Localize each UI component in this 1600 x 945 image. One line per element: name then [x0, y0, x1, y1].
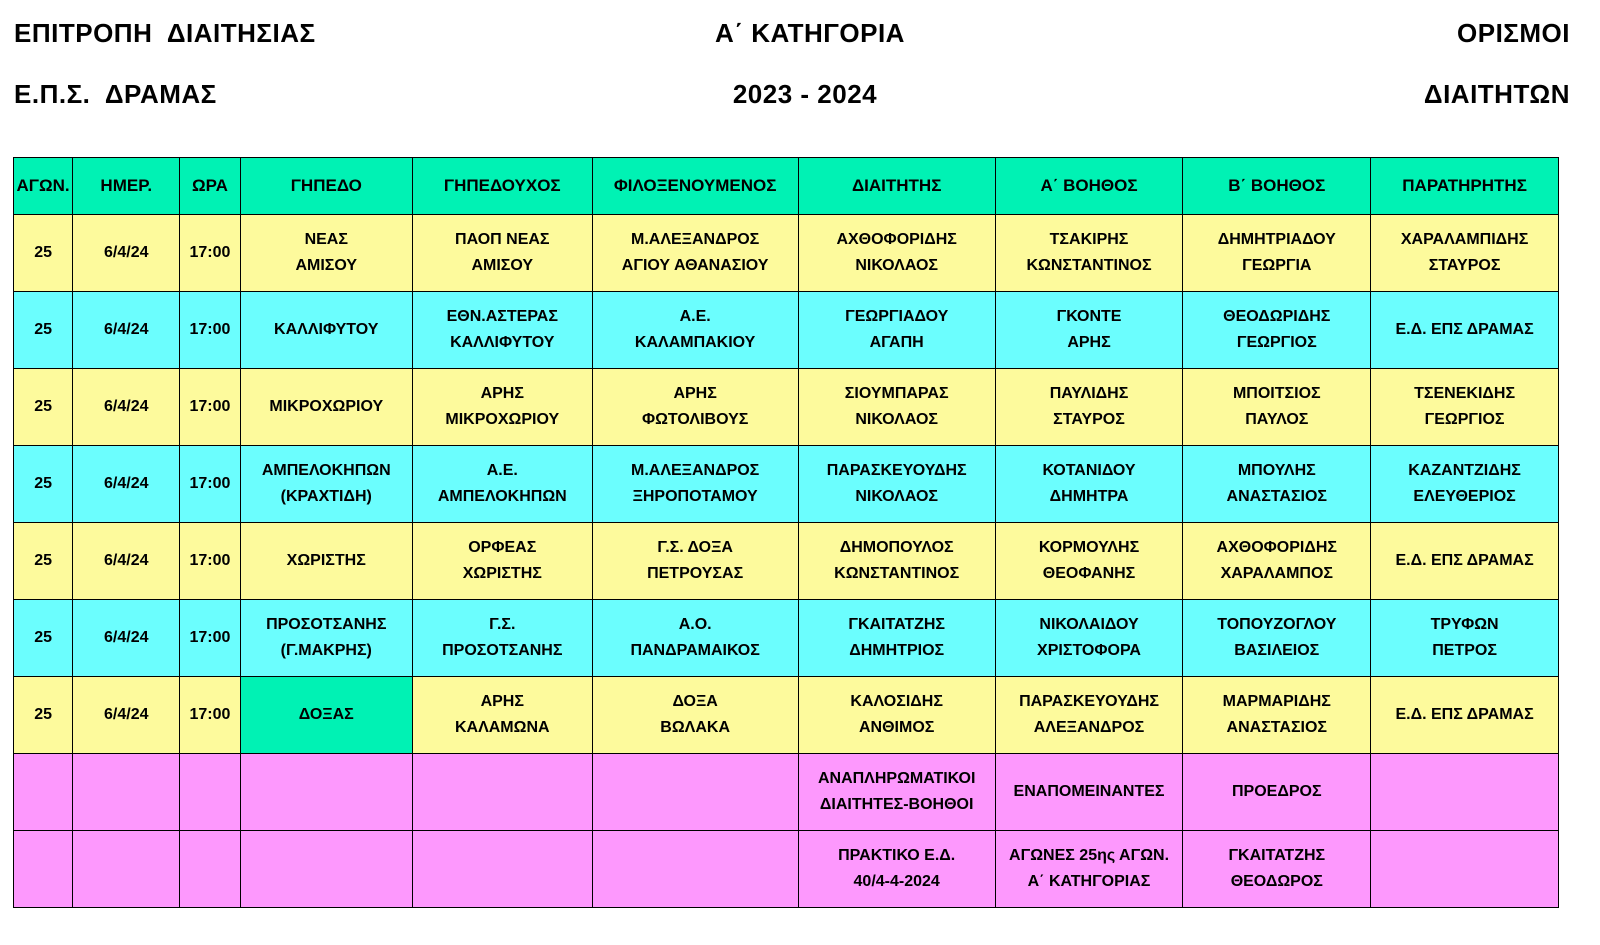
cell-text: ΑΓΩΝΕΣ 25ης ΑΓΩΝ.	[1009, 847, 1170, 864]
cell-text: ΚΑΖΑΝΤΖΙΔΗΣ	[1408, 462, 1521, 479]
table-row	[14, 831, 1559, 908]
cell-text: ΓΚΑΙΤΑΤΖΗΣ	[1228, 847, 1326, 864]
cell-text: ΔΗΜΗΤΡΙΑΔΟΥ	[1217, 231, 1336, 248]
cell-text: 17:00	[189, 706, 231, 723]
assistant-a-cell	[995, 523, 1183, 600]
match-cell	[14, 831, 73, 908]
cell-text: ΒΩΛΑΚΑ	[660, 719, 730, 736]
cell-text: ΔΙΑΙΤΗΤΕΣ-ΒΟΗΘΟΙ	[819, 796, 974, 813]
stadium-cell	[240, 446, 412, 523]
cell-text: ΠΕΤΡΟΣ	[1432, 642, 1497, 659]
cell-text: 6/4/24	[104, 552, 149, 569]
cell-text: ΑΧΘΟΦΟΡΙΔΗΣ	[836, 231, 957, 248]
cell-text: ΣΤΑΥΡΟΣ	[1053, 411, 1125, 428]
cell-text: 6/4/24	[104, 629, 149, 646]
assistant-b-cell	[1183, 523, 1371, 600]
cell-text: ΑΓΙΟΥ ΑΘΑΝΑΣΙΟΥ	[621, 257, 769, 274]
away-team-cell	[592, 215, 798, 292]
assistant-b-cell	[1183, 831, 1371, 908]
home-team-cell	[412, 754, 592, 831]
cell-text: ΑΡΗΣ	[480, 693, 524, 710]
cell-text: 40/4-4-2024	[853, 873, 940, 890]
away-team-cell	[592, 292, 798, 369]
col-header-observer: ΠΑΡΑΤΗΡΗΤΗΣ	[1371, 158, 1559, 215]
cell-text: Α.Ε.	[679, 308, 711, 325]
cell-text: ΤΣΕΝΕΚΙΔΗΣ	[1414, 385, 1516, 402]
cell-text: ΝΙΚΟΛΑΙΔΟΥ	[1039, 616, 1139, 633]
cell-text: Α.Ο.	[678, 616, 712, 633]
home-team-cell	[412, 215, 592, 292]
away-team-cell	[592, 446, 798, 523]
cell-text: Α.Ε.	[486, 462, 518, 479]
col-header-assistant-a: Α΄ ΒΟΗΘΟΣ	[995, 158, 1183, 215]
observer-cell	[1371, 600, 1559, 677]
table-row	[14, 446, 1559, 523]
cell-text: 17:00	[189, 475, 231, 492]
cell-text: ΔΟΞΑΣ	[298, 706, 354, 723]
cell-text: ΓΕΩΡΓΙΑ	[1242, 257, 1312, 274]
cell-text: ΓΕΩΡΓΙΑΔΟΥ	[845, 308, 949, 325]
cell-text: ΧΑΡΑΛΑΜΠΟΣ	[1220, 565, 1333, 582]
observer-cell	[1371, 754, 1559, 831]
away-team-cell	[592, 677, 798, 754]
col-header-assistant-b: Β΄ ΒΟΗΘΟΣ	[1183, 158, 1371, 215]
referee-cell	[798, 677, 995, 754]
col-header-time: ΩΡΑ	[180, 158, 240, 215]
cell-text: ΜΠΟΙΤΣΙΟΣ	[1232, 385, 1321, 402]
assistant-a-cell	[995, 215, 1183, 292]
col-header-stadium: ΓΗΠΕΔΟ	[240, 158, 412, 215]
assistant-a-cell	[995, 600, 1183, 677]
cell-text: ΚΑΛΟΣΙΔΗΣ	[850, 693, 943, 710]
assistant-b-cell	[1183, 446, 1371, 523]
cell-text: ΔΟΞΑ	[672, 693, 718, 710]
observer-cell	[1371, 215, 1559, 292]
observer-cell	[1371, 369, 1559, 446]
assistant-b-cell	[1183, 369, 1371, 446]
cell-text: 17:00	[189, 629, 231, 646]
time-cell	[180, 215, 240, 292]
cell-text: Γ.Σ.	[489, 616, 516, 633]
observer-cell	[1371, 831, 1559, 908]
cell-text: ΘΕΟΔΩΡΟΣ	[1230, 873, 1323, 890]
referee-cell	[798, 600, 995, 677]
cell-text: ΑΡΗΣ	[673, 385, 717, 402]
match-cell	[14, 446, 73, 523]
referee-cell	[798, 446, 995, 523]
away-team-cell	[592, 369, 798, 446]
cell-text: 6/4/24	[104, 398, 149, 415]
date-cell	[73, 831, 180, 908]
cell-text: ΧΩΡΙΣΤΗΣ	[286, 552, 366, 569]
cell-text: ΔΗΜΟΠΟΥΛΟΣ	[839, 539, 954, 556]
cell-text: ΣΙΟΥΜΠΑΡΑΣ	[844, 385, 949, 402]
assistant-a-cell	[995, 369, 1183, 446]
referee-cell	[798, 215, 995, 292]
date-cell	[73, 215, 180, 292]
date-cell	[73, 523, 180, 600]
home-team-cell	[412, 600, 592, 677]
cell-text: ΕΘΝ.ΑΣΤΕΡΑΣ	[446, 308, 558, 325]
cell-text: 6/4/24	[104, 244, 149, 261]
table-row	[14, 215, 1559, 292]
cell-text: 17:00	[189, 244, 231, 261]
away-team-cell	[592, 600, 798, 677]
table-header-row	[14, 158, 1559, 215]
time-cell	[180, 754, 240, 831]
cell-text: ΝΙΚΟΛΑΟΣ	[855, 257, 939, 274]
cell-text: 17:00	[189, 321, 231, 338]
referees-title: ΔΙΑΙΤΗΤΩΝ	[1423, 79, 1570, 109]
assistant-b-cell	[1183, 292, 1371, 369]
col-header-referee: ΔΙΑΙΤΗΤΗΣ	[798, 158, 995, 215]
table-row	[14, 292, 1559, 369]
cell-text: 17:00	[189, 398, 231, 415]
cell-text: ΘΕΟΦΑΝΗΣ	[1042, 565, 1136, 582]
cell-text: ΤΟΠΟΥΖΟΓΛΟΥ	[1217, 616, 1337, 633]
cell-text: ΔΗΜΗΤΡΑ	[1049, 488, 1129, 505]
cell-text: ΚΟΤΑΝΙΔΟΥ	[1042, 462, 1136, 479]
date-cell	[73, 292, 180, 369]
cell-text: ΠΡΟΕΔΡΟΣ	[1232, 783, 1322, 800]
cell-text: ΔΗΜΗΤΡΙΟΣ	[849, 642, 945, 659]
referee-cell	[798, 754, 995, 831]
away-team-cell	[592, 831, 798, 908]
cell-text: ΠΑΟΠ ΝΕΑΣ	[455, 231, 550, 248]
cell-text: ΝΙΚΟΛΑΟΣ	[855, 411, 939, 428]
cell-text: 17:00	[189, 552, 231, 569]
cell-text: ΓΚΑΙΤΑΤΖΗΣ	[848, 616, 946, 633]
cell-text: ΠΑΡΑΣΚΕΥΟΥΔΗΣ	[826, 462, 967, 479]
referee-cell	[798, 369, 995, 446]
cell-text: Α΄ ΚΑΤΗΓΟΡΙΑΣ	[1027, 873, 1151, 890]
match-cell	[14, 600, 73, 677]
cell-text: ΓΕΩΡΓΙΟΣ	[1236, 334, 1317, 351]
match-cell	[14, 754, 73, 831]
match-cell	[14, 677, 73, 754]
cell-text: ΚΑΛΑΜΩΝΑ	[454, 719, 550, 736]
home-team-cell	[412, 446, 592, 523]
cell-text: ΚΑΛΑΜΠΑΚΙΟΥ	[634, 334, 756, 351]
table-row	[14, 754, 1559, 831]
cell-text: ΠΡΟΣΟΤΣΑΝΗΣ	[442, 642, 563, 659]
assistant-b-cell	[1183, 600, 1371, 677]
referee-cell	[798, 292, 995, 369]
assistant-a-cell	[995, 677, 1183, 754]
cell-text: ΧΩΡΙΣΤΗΣ	[462, 565, 542, 582]
home-team-cell	[412, 523, 592, 600]
cell-text: ΑΝΑΣΤΑΣΙΟΣ	[1226, 488, 1328, 505]
time-cell	[180, 369, 240, 446]
cell-text: ΕΝΑΠΟΜΕΙΝΑΝΤΕΣ	[1013, 783, 1165, 800]
cell-text: Ε.Δ. ΕΠΣ ΔΡΑΜΑΣ	[1395, 321, 1534, 338]
date-cell	[73, 677, 180, 754]
assistant-b-cell	[1183, 754, 1371, 831]
cell-text: ΠΑΡΑΣΚΕΥΟΥΔΗΣ	[1019, 693, 1159, 710]
table-row	[14, 523, 1559, 600]
cell-text: ΑΡΗΣ	[480, 385, 524, 402]
cell-text: ΚΑΛΛΙΦΥΤΟΥ	[450, 334, 555, 351]
col-header-match: ΑΓΩΝ.	[14, 158, 73, 215]
cell-text: ΑΓΑΠΗ	[869, 334, 924, 351]
cell-text: ΑΜΠΕΛΟΚΗΠΩΝ	[261, 462, 391, 479]
cell-text: ΣΤΑΥΡΟΣ	[1428, 257, 1501, 274]
stadium-cell	[240, 523, 412, 600]
match-cell	[14, 369, 73, 446]
time-cell	[180, 292, 240, 369]
cell-text: ΑΝΑΣΤΑΣΙΟΣ	[1226, 719, 1328, 736]
cell-text: (ΚΡΑΧΤΙΔΗ)	[280, 488, 372, 505]
time-cell	[180, 523, 240, 600]
date-cell	[73, 446, 180, 523]
referee-cell	[798, 523, 995, 600]
cell-text: ΑΜΙΣΟΥ	[295, 257, 358, 274]
cell-text: ΑΧΘΟΦΟΡΙΔΗΣ	[1216, 539, 1338, 556]
stadium-cell	[240, 677, 412, 754]
cell-text: ΚΑΛΛΙΦΥΤΟΥ	[274, 321, 379, 338]
stadium-cell	[240, 600, 412, 677]
cell-text: ΤΣΑΚΙΡΗΣ	[1049, 231, 1129, 248]
col-header-date: ΗΜΕΡ.	[73, 158, 180, 215]
stadium-cell	[240, 369, 412, 446]
date-cell	[73, 754, 180, 831]
cell-text: ΠΡΑΚΤΙΚΟ Ε.Δ.	[838, 847, 956, 864]
cell-text: ΒΑΣΙΛΕΙΟΣ	[1234, 642, 1320, 659]
time-cell	[180, 600, 240, 677]
cell-text: ΜΠΟΥΛΗΣ	[1237, 462, 1316, 479]
away-team-cell	[592, 754, 798, 831]
cell-text: ΑΜΠΕΛΟΚΗΠΩΝ	[437, 488, 567, 505]
referee-cell	[798, 831, 995, 908]
category-title: Α΄ ΚΑΤΗΓΟΡΙΑ	[715, 18, 905, 48]
cell-text: 6/4/24	[104, 475, 149, 492]
cell-text: ΞΗΡΟΠΟΤΑΜΟΥ	[632, 488, 758, 505]
date-cell	[73, 369, 180, 446]
home-team-cell	[412, 677, 592, 754]
cell-text: 25	[34, 629, 52, 646]
cell-text: ΚΩΝΣΤΑΝΤΙΝΟΣ	[834, 565, 960, 582]
referee-assignments-table	[13, 157, 1559, 908]
cell-text: ΜΙΚΡΟΧΩΡΙΟΥ	[269, 398, 384, 415]
stadium-cell	[240, 215, 412, 292]
cell-text: ΚΟΡΜΟΥΛΗΣ	[1038, 539, 1140, 556]
cell-text: ΟΡΦΕΑΣ	[468, 539, 537, 556]
cell-text: ΧΡΙΣΤΟΦΟΡΑ	[1037, 642, 1141, 659]
observer-cell	[1371, 446, 1559, 523]
away-team-cell	[592, 523, 798, 600]
col-header-away-team: ΦΙΛΟΞΕΝΟΥΜΕΝΟΣ	[592, 158, 798, 215]
cell-text: ΕΛΕΥΘΕΡΙΟΣ	[1413, 488, 1516, 505]
observer-cell	[1371, 677, 1559, 754]
cell-text: (Γ.ΜΑΚΡΗΣ)	[280, 642, 372, 659]
cell-text: 25	[34, 552, 52, 569]
cell-text: 25	[34, 244, 52, 261]
assistant-b-cell	[1183, 677, 1371, 754]
cell-text: 6/4/24	[104, 321, 149, 338]
stadium-cell	[240, 831, 412, 908]
home-team-cell	[412, 292, 592, 369]
cell-text: ΠΕΤΡΟΥΣΑΣ	[647, 565, 744, 582]
season-label: 2023 - 2024	[732, 79, 878, 109]
cell-text: Μ.ΑΛΕΞΑΝΔΡΟΣ	[630, 462, 760, 479]
assistant-a-cell	[995, 292, 1183, 369]
date-cell	[73, 600, 180, 677]
home-team-cell	[412, 369, 592, 446]
cell-text: ΝΙΚΟΛΑΟΣ	[855, 488, 939, 505]
cell-text: ΠΡΟΣΟΤΣΑΝΗΣ	[266, 616, 387, 633]
cell-text: ΑΛΕΞΑΝΔΡΟΣ	[1033, 719, 1145, 736]
cell-text: 25	[34, 398, 52, 415]
assistant-b-cell	[1183, 215, 1371, 292]
cell-text: Ε.Δ. ΕΠΣ ΔΡΑΜΑΣ	[1395, 706, 1534, 723]
assistant-a-cell	[995, 831, 1183, 908]
cell-text: 25	[34, 706, 52, 723]
cell-text: 25	[34, 321, 52, 338]
cell-text: ΑΝΘΙΜΟΣ	[858, 719, 935, 736]
cell-text: ΠΑΥΛΟΣ	[1245, 411, 1309, 428]
assignments-title: ΟΡΙΣΜΟΙ	[1457, 18, 1570, 48]
federation-name: Ε.Π.Σ. ΔΡΑΜΑΣ	[14, 79, 217, 109]
time-cell	[180, 677, 240, 754]
match-cell	[14, 215, 73, 292]
cell-text: 25	[34, 475, 52, 492]
stadium-cell	[240, 754, 412, 831]
observer-cell	[1371, 292, 1559, 369]
cell-text: ΚΩΝΣΤΑΝΤΙΝΟΣ	[1026, 257, 1152, 274]
cell-text: Μ.ΑΛΕΞΑΝΔΡΟΣ	[630, 231, 760, 248]
cell-text: ΑΝΑΠΛΗΡΩΜΑΤΙΚΟΙ	[817, 770, 976, 787]
table-row	[14, 600, 1559, 677]
col-header-home-team: ΓΗΠΕΔΟΥΧΟΣ	[412, 158, 592, 215]
time-cell	[180, 446, 240, 523]
cell-text: Γ.Σ. ΔΟΞΑ	[657, 539, 733, 556]
cell-text: ΑΜΙΣΟΥ	[471, 257, 534, 274]
cell-text: ΤΡΥΦΩΝ	[1430, 616, 1499, 633]
assistant-a-cell	[995, 754, 1183, 831]
cell-text: ΧΑΡΑΛΑΜΠΙΔΗΣ	[1400, 231, 1529, 248]
observer-cell	[1371, 523, 1559, 600]
cell-text: ΦΩΤΟΛΙΒΟΥΣ	[641, 411, 749, 428]
home-team-cell	[412, 831, 592, 908]
cell-text: ΘΕΟΔΩΡΙΔΗΣ	[1223, 308, 1331, 325]
match-cell	[14, 523, 73, 600]
cell-text: ΜΑΡΜΑΡΙΔΗΣ	[1222, 693, 1331, 710]
cell-text: ΓΚΟΝΤΕ	[1056, 308, 1122, 325]
match-cell	[14, 292, 73, 369]
cell-text: ΜΙΚΡΟΧΩΡΙΟΥ	[445, 411, 560, 428]
stadium-cell	[240, 292, 412, 369]
table-row	[14, 677, 1559, 754]
time-cell	[180, 831, 240, 908]
cell-text: ΓΕΩΡΓΙΟΣ	[1424, 411, 1505, 428]
cell-text: ΝΕΑΣ	[304, 231, 348, 248]
cell-text: ΑΡΗΣ	[1067, 334, 1111, 351]
committee-title: ΕΠΙΤΡΟΠΗ ΔΙΑΙΤΗΣΙΑΣ	[14, 18, 316, 48]
table-row	[14, 369, 1559, 446]
cell-text: ΠΑΝΔΡΑΜΑΙΚΟΣ	[630, 642, 760, 659]
cell-text: 6/4/24	[104, 706, 149, 723]
assistant-a-cell	[995, 446, 1183, 523]
cell-text: Ε.Δ. ΕΠΣ ΔΡΑΜΑΣ	[1395, 552, 1534, 569]
cell-text: ΠΑΥΛΙΔΗΣ	[1049, 385, 1129, 402]
